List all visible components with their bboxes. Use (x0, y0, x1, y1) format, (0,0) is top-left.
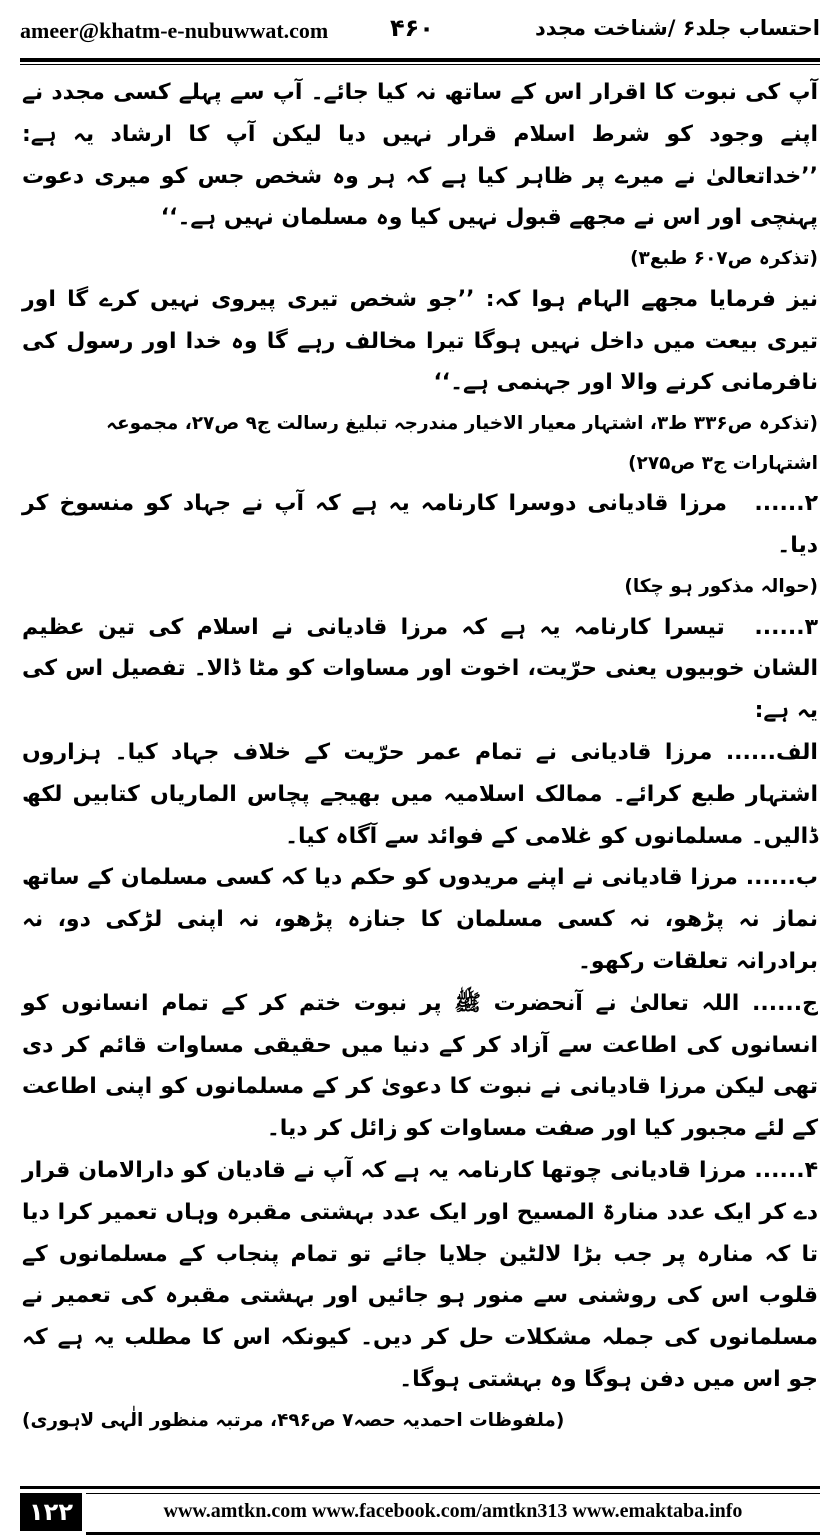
paragraph-7-number: ج...... (752, 990, 818, 1016)
paragraph-4-text: تیسرا کارنامہ یہ ہے کہ مرزا قادیانی نے اسلام کی تین عظیم الشان خوبیوں یعنی حرّیت، اخوت اور مساوات کو مٹا ڈالا۔ تفصیل اس کی یہ ہے: (22, 614, 818, 724)
header-page-number: ۴۶۰ (390, 14, 434, 42)
header-rule-thick (20, 58, 820, 62)
page-body (22, 72, 818, 1462)
paragraph-7 (22, 983, 818, 1150)
reference-4: (ملفوظات احمدیہ حصہ۷ ص۴۹۶، مرتبہ منظور الٰہی لاہوری) (22, 1409, 565, 1431)
paragraph-5-text: مرزا قادیانی نے تمام عمر حرّیت کے خلاف جہاد کیا۔ ہزاروں اشتہار طبع کرائے۔ ممالک اسلامیہ میں بھیجے پچاس الماریاں کتابیں لکھ ڈالیں۔ مسلمانوں کو غلامی کے فوائد سے آگاہ کیا۔ (22, 739, 818, 849)
paragraph-2: نیز فرمایا مجھے الہام ہوا کہ: ’’جو شخص تیری پیروی نہیں کرے گا اور تیری بیعت میں داخل نہیں ہوگا تیرا مخالف رہے گا وہ خدا اور رسول کی نافرمانی کرنے والا اور جہنمی ہے۔‘‘ (22, 286, 818, 396)
reference-2: (تذکرہ ص۳۳۶ ط۳، اشتہار معیار الاخیار مندرجہ تبلیغ رسالت ج۹ ص۲۷، مجموعہ اشتہارات ج۳ ص۲۷۵) (106, 413, 818, 474)
header-email: ameer@khatm-e-nubuwwat.com (20, 18, 329, 43)
paragraph-3 (22, 483, 818, 567)
paragraph-3-text: مرزا قادیانی دوسرا کارنامہ یہ ہے کہ آپ نے جہاد کو منسوخ کر دیا۔ (22, 491, 818, 559)
paragraph-8-number: ۴...... (754, 1157, 819, 1183)
paragraph-1: آپ کی نبوت کا اقرار اس کے ساتھ نہ کیا جائے۔ آپ سے پہلے کسی مجدد نے اپنے وجود کو شرط اسلام قرار نہیں دیا لیکن آپ کا ارشاد یہ ہے: ’’خداتعالیٰ نے میرے پر ظاہر کیا ہے کہ ہر وہ شخص جس کو میری دعوت پہنچی اور اس نے مجھے قبول نہیں کیا وہ مسلمان نہیں ہے۔‘‘ (22, 80, 818, 231)
paragraph-3-number: ۲...... (754, 491, 818, 517)
footer-links[interactable]: www.amtkn.com www.facebook.com/amtkn313 www.emaktaba.info (86, 1493, 820, 1535)
paragraph-7-text: اللہ تعالیٰ نے آنحضرت ﷺ پر نبوت ختم کر کے تمام انسانوں کو انسانوں کی اطاعت سے آزاد کر کے دنیا میں حقیقی مساوات قائم کر دی تھی لیکن مرزا قادیانی نے نبوت کا دعویٰ کر کے مسلمانوں کو اپنی اطاعت کے لئے مجبور کیا اور صفت مساوات کو زائل کر دیا۔ (22, 990, 818, 1142)
paragraph-8-text: مرزا قادیانی چوتھا کارنامہ یہ ہے کہ آپ نے قادیان کو دارالامان قرار دے کر ایک عدد منارۃ المسیح اور ایک عدد بہشتی مقبرہ وہاں تعمیر کرا دیا تا کہ منارہ پر جب بڑا لالٹین جلایا جائے تو تمام پنجاب کے مسلمانوں کے قلوب اس کی روشنی سے منور ہو جائیں اور بہشتی مقبرہ کی تعمیر نے مسلمانوں کی جملہ مشکلات حل کر دیں۔ کیونکہ اس کا مطلب یہ ہے کہ جو اس میں دفن ہوگا وہ بہشتی ہوگا۔ (22, 1157, 818, 1392)
paragraph-4-number: ۳...... (754, 614, 818, 640)
page-footer (20, 1486, 820, 1533)
reference-3: (حوالہ مذکور ہو چکا) (624, 575, 818, 597)
header-book-title: احتساب جلد۶ /شناخت مجدد (534, 16, 820, 40)
paragraph-4 (22, 607, 818, 732)
footer-page-box: ۱۲۲ (20, 1493, 82, 1531)
page-header (20, 14, 820, 54)
reference-1: (تذکرہ ص۶۰۷ طبع۳) (630, 248, 818, 270)
paragraph-5-number: الف...... (725, 739, 818, 765)
paragraph-6 (22, 857, 818, 982)
paragraph-8 (22, 1150, 818, 1401)
paragraph-5 (22, 732, 818, 857)
header-rule-thin (20, 64, 820, 65)
paragraph-6-number: ب...... (745, 865, 818, 891)
paragraph-6-text: مرزا قادیانی نے اپنے مریدوں کو حکم دیا کہ کسی مسلمان کے ساتھ نماز نہ پڑھو، نہ کسی مسلمان کا جنازہ پڑھو، نہ اپنی لڑکی دو، نہ برادرانہ تعلقات رکھو۔ (22, 865, 818, 974)
